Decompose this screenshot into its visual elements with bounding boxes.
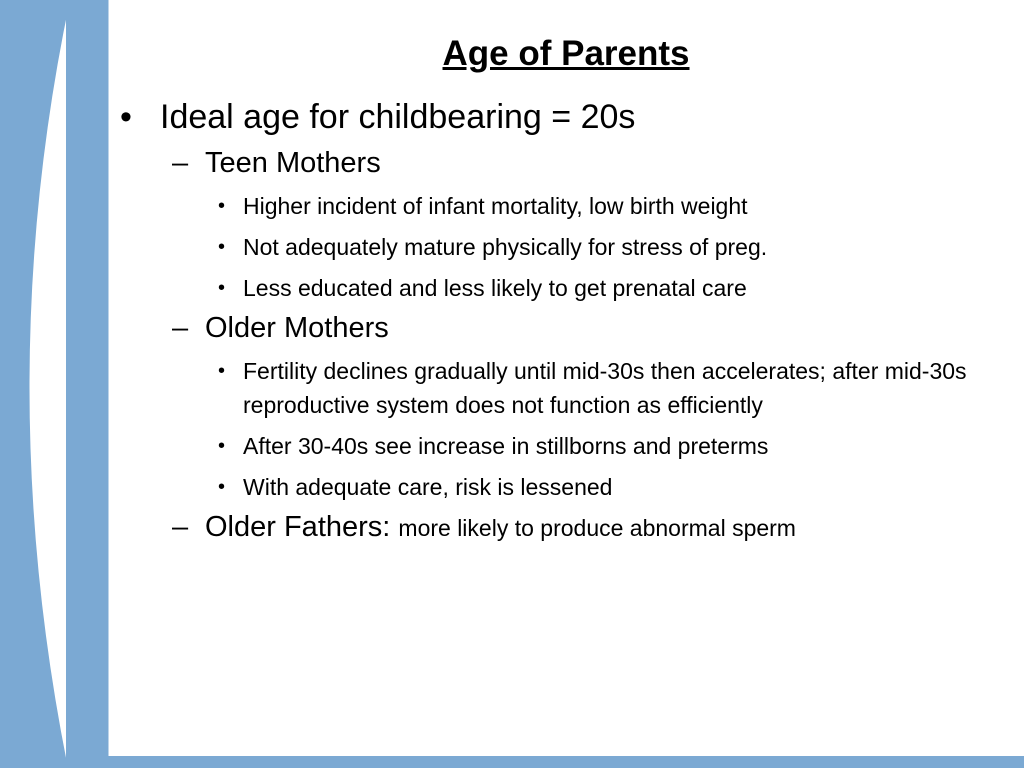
- dash-icon: –: [172, 147, 189, 179]
- list-item-text: With adequate care, risk is lessened: [243, 474, 613, 500]
- list-item-text: After 30-40s see increase in stillborns and preterms: [243, 433, 769, 459]
- bullet-dot-icon: •: [120, 98, 132, 136]
- left-blue-bar: [66, 0, 108, 768]
- subheading-text: Teen Mothers: [205, 147, 381, 179]
- list-item: [120, 189, 983, 223]
- bullet-dot-icon: •: [218, 476, 226, 498]
- bullet-dot-icon: •: [218, 195, 226, 217]
- list-item-text: Not adequately mature physically for stress of preg.: [243, 234, 768, 260]
- bottom-blue-bar: [66, 756, 1024, 768]
- bullet-dot-icon: •: [218, 360, 226, 382]
- dash-icon: –: [172, 312, 189, 344]
- subheading-teen-mothers: [120, 144, 990, 182]
- bullet-dot-icon: •: [218, 277, 226, 299]
- list-item-text: Less educated and less likely to get prenatal care: [243, 275, 747, 301]
- list-item: [120, 271, 983, 305]
- list-item: [120, 429, 983, 463]
- list-item: [120, 470, 983, 504]
- slide-title: Age of Parents: [442, 34, 690, 73]
- slide-content: [120, 94, 990, 547]
- left-blue-curve: [0, 0, 70, 768]
- dash-icon: –: [172, 511, 189, 543]
- bullet-dot-icon: •: [218, 236, 226, 258]
- subheading-older-fathers: [120, 508, 990, 547]
- subheading-text: Older Mothers: [205, 312, 389, 344]
- subheading-older-mothers: [120, 309, 990, 347]
- bullet-main: [120, 94, 990, 140]
- list-item-text: Fertility declines gradually until mid-30s then accelerates; after mid-30s reproductive system does not function as efficiently: [243, 358, 967, 418]
- bullet-dot-icon: •: [218, 435, 226, 457]
- bullet-main-text: Ideal age for childbearing = 20s: [160, 98, 636, 136]
- list-item: [120, 230, 983, 264]
- subheading-text: Older Fathers:: [205, 511, 391, 543]
- subheading-detail: more likely to produce abnormal sperm: [398, 515, 796, 541]
- list-item: [120, 354, 983, 422]
- list-item-text: Higher incident of infant mortality, low birth weight: [243, 193, 748, 219]
